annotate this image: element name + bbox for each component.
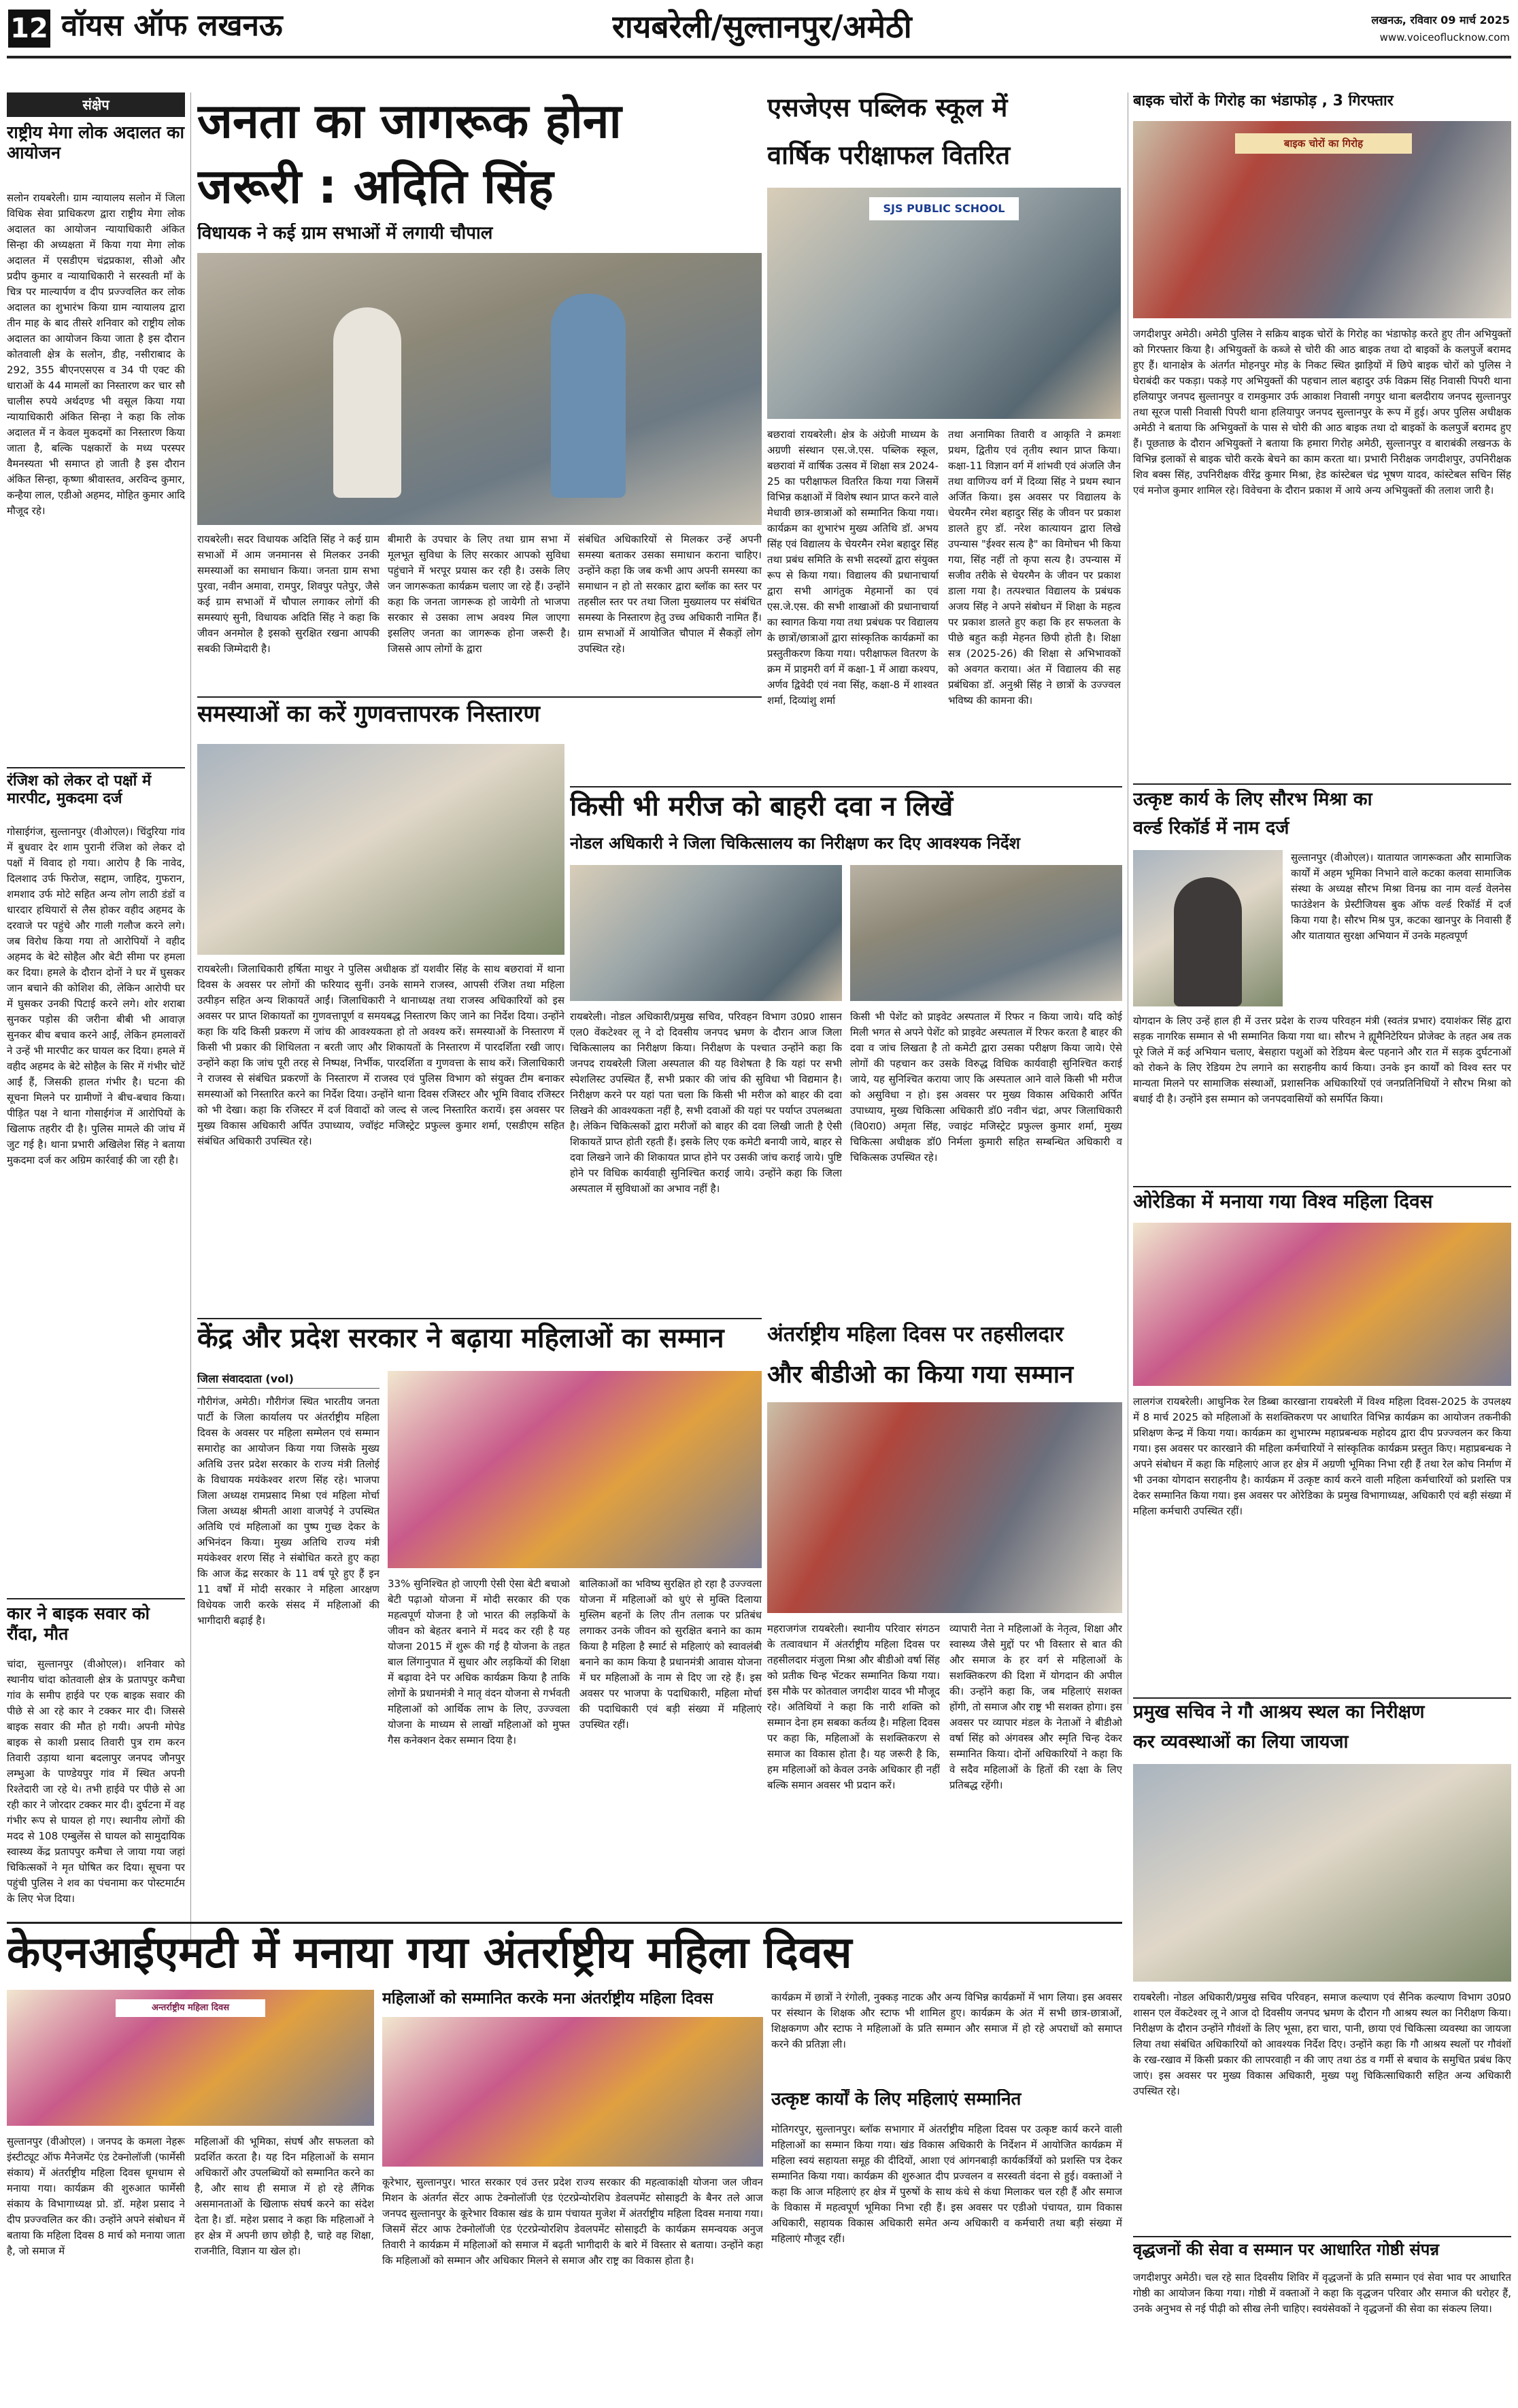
article-tehsil bbox=[767, 1322, 1122, 1915]
bike-headline: बाइक चोरों के गिरोह का भंडाफोड़ , 3 गिरफ्तार bbox=[1133, 92, 1394, 109]
saurabh-col-1: सुल्तानपुर (वीओएल)। यातायात जागरूकता और सामाजिक कार्यों में अहम भूमिका निभाने वाले कटका कलवा सामाजिक संस्था के अध्यक्ष सौरभ मिश्रा विनम्र का नाम वर्ल्ड वेलनेस फाउंडेशन के प्रेस्टीजियस बुक ऑफ वर्ल्ड रिकॉर्ड में दर्ज किया गया है। सौरभ मिश्र पुत्र, कटका खानपुर के निवासी हैं और यातायात सुरक्षा अभियान में उनके महत्वपूर्ण bbox=[1291, 851, 1511, 942]
gau-headline-1: प्रमुख सचिव ने गौ आश्रय स्थल का निरीक्षण bbox=[1133, 1701, 1425, 1723]
region-title: रायबरेली/सुल्तानपुर/अमेठी bbox=[612, 8, 912, 45]
article-gau bbox=[1133, 1701, 1511, 2232]
bike-body: जगदीशपुर अमेठी। अमेठी पुलिस ने सक्रिय बाइक चोरों के गिरोह का भंडाफोड़ करते हुए तीन अभियुक्तों को गिरफ्तार किया है। अभियुक्तों के कब्जे से चोरी की आठ बाइक तथा दो बाइकों के कलपुर्जे बरामद हुए हैं। थानाक्षेत्र के अंतर्गत मोहनपुर मोड़ के निकट स्थित झाड़ियों में छिपे बाइक चोरों को पुलिस ने घेराबंदी कर पकड़ा। पकड़े गए अभियुक्तों की पहचान लाल बहादुर उर्फ विक्रम सिंह निवासी पिपरी थाना हलियापुर जनपद सुल्तानपुर व रामकुमार उर्फ आकाश निवासी नगपुर थाना बलदीराय जनपद सुल्तानपुर तथा सूरज पासी निवासी पिपरी थाना हलियापुर जनपद सुल्तानपुर के रूप में हुई। अपर पुलिस अधीक्षक अमेठी ने बताया कि अभियुक्तों के पास से चोरी की आठ बाइक तथा दो बाइकों के कलपुर्जे बरामद हुए हैं। पूछताछ के दौरान अभियुक्तों ने बताया कि हमारा गिरोह अमेठी, सुल्तानपुर व बाराबंकी लखनऊ के विभिन्न इलाकों से बाइक चोरी करके बेचने का काम करता था। प्रभारी निरीक्षक जगदीशपुर, उपनिरीक्षक शिव बक्स सिंह, उपनिरीक्षक वीरेंद्र कुमार मिश्रा, हेड कांस्टेबल चंद्र भूषण यादव, कांस्टेबल सचिन सिंह एवं मनोज कुमार शामिल रहे। विवेचना के दौरान प्रकाश में आये अन्य अभियुक्तों की तलाश जारी है। bbox=[1133, 328, 1511, 496]
knit-banner bbox=[116, 1999, 265, 2017]
brief-headline-3: कार ने बाइक सवार को रौंदा, मौत bbox=[7, 1604, 150, 1644]
hospital-headline: किसी भी मरीज को बाहरी दवा न लिखें bbox=[570, 791, 954, 822]
issue-date: लखनऊ, रविवार 09 मार्च 2025 bbox=[1371, 14, 1510, 27]
brief-label-text: संक्षेप bbox=[82, 97, 109, 113]
hospital-col-2: किसी भी पेशेंट को प्राइवेट अस्पताल में रिफर न किया जाये। यदि कोई मिली भगत से अपने पेशेंट को प्राइवेट अस्पताल में रिफर करता है बाहर की दवा व जांच लिखता है तो कमेटी द्वारा उसका परीक्षण किया जाये। ऐसे लोगों की पहचान कर उसके विरुद्ध विधिक कार्यवाही सुनिश्चित कराई जाये, यह सुनिश्चित कराया जाए कि अस्पताल आने वाले किसी भी मरीज को असुविधा न हो। इस अवसर पर मुख्य विकास अधिकारी अर्पित उपाध्याय, मुख्य चिकित्सा अधिकारी डॉ0 नवीन चंद्रा, अपर जिलाधिकारी (वि0रा0) अमृता सिंह, ज्वाइंट मजिस्ट्रेट प्रफुल्ल कुमार शर्मा, मुख्य चिकित्सा अधीक्षक डॉ0 निर्मला कुमारी सहित सम्बन्धित अधिकारी व चिकित्सक उपस्थित रहे। bbox=[850, 1011, 1122, 1164]
column-rule bbox=[190, 92, 191, 1949]
section-divider bbox=[1133, 783, 1511, 785]
section-divider bbox=[197, 696, 762, 698]
tehsil-headline-2: और बीडीओ का किया गया सम्मान bbox=[767, 1361, 1074, 1389]
knit-col-1: सुल्तानपुर (वीओएल) । जनपद के कमला नेहरू इंस्टीट्यूट ऑफ मैनेजमेंट एंड टेक्नोलॉजी (फार्मेसी संकाय) में अंतर्राष्ट्रीय महिला दिवस धूमधाम से मनाया गया। कार्यक्रम की शुरुआत फार्मेसी संकाय के विभागाध्यक्ष प्रो. डॉ. महेश प्रसाद ने दीप प्रज्ज्वलित कर की। उन्होंने अपने संबोधन में बताया कि महिला दिवस 8 मार्च को मनाया जाता है, जो समाज में bbox=[7, 2135, 185, 2257]
oredika-photo bbox=[1133, 1223, 1511, 1386]
page-number: 12 bbox=[10, 13, 48, 44]
sjs-headline-2: वार्षिक परीक्षाफल वितरित bbox=[767, 140, 1011, 170]
aditi-photo bbox=[197, 253, 762, 525]
aditi-headline-2: जरूरी : अदिति सिंह bbox=[197, 158, 554, 214]
article-aditi bbox=[197, 92, 762, 691]
article-bike bbox=[1133, 92, 1511, 779]
knit-banner-text: अन्तर्राष्ट्रीय महिला दिवस bbox=[151, 2003, 230, 2013]
aditi-col-2: बीमारी के उपचार के लिए तथा ग्राम सभा में मूलभूत सुविधा के लिए सरकार आपको सुविधा पहुंचाने में भरपूर प्रयास कर रही है। उसके लिए जन जागरूकता कार्यक्रम चलाए जा रहे हैं। उन्होंने कहा कि जनता जागरूक हो जायेगी तो भाजपा सरकार से उसका लाभ अवश्य मिल जाएगा इसलिए जनता का जागरूक होना जरूरी है। जिससे आप लोगों के द्वारा bbox=[388, 533, 570, 655]
mahila-samman-photo bbox=[382, 2017, 763, 2167]
sjs-photo bbox=[767, 188, 1121, 419]
website: www.voiceoflucknow.com bbox=[1379, 31, 1510, 44]
aditi-headline-1: जनता का जागरूक होना bbox=[197, 93, 622, 149]
tehsil-col-1: महराजगंज रायबरेली। स्थानीय परिवार संगठन के तत्वावधान में अंतर्राष्ट्रीय महिला दिवस पर तहसीलदार मंजुला मिश्रा और बीडीओ वर्षा सिंह को प्रतीक चिन्ह भेंटकर सम्मानित किया गया। इस मौके पर कोतवाल जगदीश यादव भी मौजूद रहे। अतिथियों ने कहा कि नारी शक्ति को सम्मान देना हम सबका कर्तव्य है। महिला दिवस पर कहा कि, महिलाओं के सशक्तिकरण से समाज का विकास होता है। यह जरूरी है कि, हम महिलाओं को केवल उनके अधिकार ही नहीं बल्कि समान अवसर भी प्रदान करें। bbox=[767, 1623, 940, 1791]
samasya-body: रायबरेली। जिलाधिकारी हर्षिता माथुर ने पुलिस अधीक्षक डॉ यशवीर सिंह के साथ बछरावां में थाना दिवस के अवसर पर लोगों की फरियाद सुनीं। उनके सामने राजस्व, आपसी रंजिश तथा महिला उत्पीड़न सहित अन्य शिकायतें आईं। जिलाधिकारी ने थानाध्यक्ष तथा राजस्व अधिकारियों को इस अवसर पर प्राप्त शिकायतों का गुणवत्तापूर्ण व समयबद्ध निस्तारण किए जाने का निर्देश दिया। उन्होंने कहा कि यदि किसी प्रकरण में जांच की आवश्यकता हो तो अवश्य करें। समस्याओं के निस्तारण में किसी भी प्रकार की शिथिलता न बरती जाए और शिकायतों के निस्तारण में पारदर्शिता रखी जाए। उन्होंने कहा कि जांच पूरी तरह से निष्पक्ष, निर्भीक, पारदर्शिता व गुणवत्ता के साथ करें। जिलाधिकारी ने राजस्व से संबंधित प्रकरणों के निस्तारण में राजस्व एवं पुलिस विभाग को संयुक्त टीम बनाकर समस्याओं को निस्तारित करने का निर्देश दिया। उन्होंने थाना दिवस रजिस्टर और भूमि विवाद रजिस्टर को भी देखा। कहा कि रजिस्टर में दर्ज विवादों को जल्द से जल्द निस्तारित करायें। इस अवसर पर मुख्य विकास अधिकारी अर्पित उपाध्याय, ज्वॉइंट मजिस्ट्रेट प्रफुल्ल कुमार शर्मा, एसडीएम सहित संबंधित अधिकारी उपस्थित रहे। bbox=[197, 963, 564, 1147]
kendra-col-3: बालिकाओं का भविष्य सुरक्षित हो रहा है उज्ज्वला योजना में महिलाओं को धुएं से मुक्ति दिलाया मुस्लिम बहनों के लिए तीन तलाक पर प्रतिबंध लगाकर उनके जीवन को सुरक्षित बनाने का काम किया है महिला है स्मार्ट से महिलाएं को स्वावलंबी बनाने का काम किया है प्रधानमंत्री आवास योजना में घर महिलाओं के नाम से दिए जा रहे हैं। इस अवसर पर भाजपा के पदाधिकारी, महिला मोर्चा की पदाधिकारी एवं बड़ी संख्या में महिलाएं उपस्थित रहीं। bbox=[579, 1578, 762, 1731]
police-banner-text: बाइक चोरों का गिरोह bbox=[1283, 137, 1364, 150]
sjs-col-1: बछरावां रायबरेली। क्षेत्र के अंग्रेजी माध्यम के अग्रणी संस्थान एस.जे.एस. पब्लिक स्कूल, बछरावां में वार्षिक उत्सव में शिक्षा सत्र 2024-25 का परीक्षाफल वितरित किया गया जिसमें विभिन्न कक्षाओं में विशेष स्थान प्राप्त करने वाले मेधावी छात्र-छात्राओं को सम्मानित किया गया। कार्यक्रम का शुभारंभ मुख्य अतिथि डॉ. अभय सिंह एवं विद्यालय के चेयरमैन रमेश बहादुर सिंह तथा प्रबंध समिति के सभी सदस्यों द्वारा संयुक्त रूप से किया गया। विद्यालय की प्रधानाचार्या द्वारा सभी आगंतुक मेहमानों का एवं एस.जे.एस. की सभी शाखाओं की प्रधानाचार्या का स्वागत किया गया तथा प्रबंधक पर विद्यालय के छात्रों/छात्राओं द्वारा सांस्कृतिक कार्यक्रमों का प्रस्तुतीकरण किया गया। परीक्षाफल वितरण के क्रम में प्राइमरी वर्ग में कक्षा-1 में आद्या कश्यप, अर्णव द्विवेदी एवं नवा सिंह, कक्षा-8 में शाश्वत शर्मा, दिव्यांशु शर्मा bbox=[767, 428, 939, 707]
section-divider bbox=[570, 786, 1122, 787]
saurabh-headline-2: वर्ल्ड रिकॉर्ड में नाम दर्ज bbox=[1133, 817, 1289, 838]
sjs-headline-1: एसजेएस पब्लिक स्कूल में bbox=[767, 92, 1008, 122]
brief-headline-1: राष्ट्रीय मेगा लोक अदालत का आयोजन bbox=[7, 122, 184, 163]
section-divider bbox=[1133, 1697, 1511, 1699]
brief-label bbox=[7, 92, 185, 117]
kendra-col-2: 33% सुनिश्चित हो जाएगी ऐसी ऐसा बेटी बचाओ बेटी पढ़ाओ योजना में मोदी सरकार की एक महत्वपूर्ण योजना है जो भारत की लड़कियों के जीवन को बेहतर बनाने में मदद कर रही है यह योजना 2015 में शुरू की गई है योजना के तहत बाल लिंगानुपात में सुधार और लड़कियों की शिक्षा में बढ़ावा देने पर अधिक कार्यक्रम किया है ताकि लोगों के प्रधानमंत्री ने मातृ वंदन योजना से गर्भवती महिलाओं को आर्थिक लाभ के लिए, उज्ज्वला योजना के माध्यम से लाखों महिलाओं को मुफ्त गैस कनेक्शन देकर सम्मान दिया है। bbox=[388, 1578, 570, 1746]
masthead bbox=[0, 0, 1518, 57]
utkrisht-body: मोतिगरपुर, सुल्तानपुर। ब्लॉक सभागार में अंतर्राष्ट्रीय महिला दिवस पर उत्कृष्ट कार्य करने वाली महिलाओं का सम्मान किया गया। खंड विकास अधिकारी के निर्देशन में आयोजित कार्यक्रम में महिला स्वयं सहायता समूह की दीदियों, आशा एवं आंगनबाड़ी कार्यकर्त्रियों को प्रशस्ति पत्र देकर सम्मानित किया गया। कार्यक्रम की शुरुआत दीप प्रज्वलन व सरस्वती वंदना से हुई। वक्ताओं ने कहा कि आज महिलाएं हर क्षेत्र में पुरुषों के साथ कंधे से कंधा मिलाकर चल रही हैं और समाज के विकास में महत्वपूर्ण भूमिका निभा रही हैं। इस अवसर पर एडीओ पंचायत, ग्राम विकास अधिकारी, सहायक विकास अधिकारी समेत अन्य अधिकारी व कर्मचारी तथा बड़ी संख्या में महिलाएं मौजूद रहीं। bbox=[771, 2123, 1122, 2245]
oredika-headline: ओरेडिका में मनाया गया विश्व महिला दिवस bbox=[1133, 1190, 1433, 1213]
tehsil-col-2: व्यापारी नेता ने महिलाओं के नेतृत्व, शिक्षा और स्वास्थ्य जैसे मुद्दों पर भी विस्तार से बात की और समाज के हर वर्ग से महिलाओं के सशक्तिकरण की दिशा में योगदान की अपील की। उन्होंने कहा कि, जब महिलाएं सशक्त होंगी, तो समाज और राष्ट्र भी सशक्त होगा। इस अवसर पर व्यापार मंडल के नेताओं ने बीडीओ वर्षा सिंह को अंगवस्त्र और स्मृति चिन्ह देकर सम्मानित किया। दोनों अधिकारियों ने कहा कि वे सदैव महिलाओं के हितों की रक्षा के लिए प्रतिबद्ध रहेंगी। bbox=[949, 1623, 1122, 1791]
article-kendra bbox=[197, 1322, 762, 1915]
utkrisht-headline: उत्कृष्ट कार्यों के लिए महिलाएं सम्मानित bbox=[771, 2089, 1022, 2109]
mahila-samman-continued: कार्यक्रम में छात्रों ने रंगोली, नुक्कड़ नाटक और अन्य विभिन्न कार्यक्रमों में भाग लिया। इस अवसर पर संस्थान के शिक्षक और स्टाफ भी शामिल हुए। कार्यक्रम के अंत में सभी छात्र-छात्राओं, शिक्षकगण और स्टाफ ने महिलाओं के प्रति सम्मान और समाज में हो रहे अपराधों को समाप्त करने की प्रतिज्ञा ली। bbox=[771, 1991, 1122, 2050]
article-mahila-samman bbox=[382, 1990, 763, 2402]
hospital-photo-2 bbox=[850, 865, 1122, 1001]
knit-col-2: महिलाओं की भूमिका, संघर्ष और सफलता को प्रदर्शित करता है। यह दिन महिलाओं के समान अधिकारों और उपलब्धियों को सम्मानित करने का है, और साथ ही समाज में हो रहे लैंगिक असमानताओं के खिलाफ संघर्ष करने का संदेश देता है। डॉ. महेश प्रसाद ने कहा कि महिलाओं ने हर क्षेत्र में अपनी छाप छोड़ी है, चाहे वह शिक्षा, राजनीति, विज्ञान या खेल हो। bbox=[195, 2135, 374, 2257]
brief-headline-2: रंजिश को लेकर दो पक्षों में मारपीट, मुकदमा दर्ज bbox=[7, 773, 152, 808]
tehsil-photo bbox=[767, 1402, 1122, 1613]
tehsil-headline-1: अंतर्राष्ट्रीय महिला दिवस पर तहसीलदार bbox=[767, 1322, 1064, 1346]
oredika-body: लालगंज रायबरेली। आधुनिक रेल डिब्बा कारखाना रायबरेली में विश्व महिला दिवस-2025 के उपलक्ष्य में 8 मार्च 2025 को महिलाओं के सशक्तिकरण पर आधारित विभिन्न कार्यक्रम का आयोजन तकनीकी प्रशिक्षण केन्द्र में किया गया। कार्यक्रम का शुभारम्भ महाप्रबन्धक महोदय द्वारा दीप प्रज्ज्वलन कर किया गया। इस अवसर पर कारखाने की महिला कर्मचारियों ने सांस्कृतिक कार्यक्रम प्रस्तुत किए। महाप्रबन्धक ने अपने संबोधन में कहा कि महिलाएं आज हर क्षेत्र में अग्रणी भूमिका निभा रही हैं तथा रेल कोच निर्माण में भी उनका योगदान सराहनीय है। कार्यक्रम में उत्कृष्ट कार्य करने वाली महिला कर्मचारियों को प्रशस्ति पत्र देकर सम्मानित किया गया। इस अवसर पर ओरेडिका के प्रमुख विभागाध्यक्ष, अधिकारी एवं बड़ी संख्या में महिला कर्मचारी उपस्थित रहीं। bbox=[1133, 1395, 1511, 1517]
mahila-samman-headline: महिलाओं को सम्मानित करके मना अंतर्राष्ट्रीय महिला दिवस bbox=[382, 1990, 713, 2007]
person-figure-icon bbox=[333, 307, 401, 498]
kendra-byline: जिला संवाददाता (vol) bbox=[197, 1371, 380, 1389]
aditi-col-3: संबंधित अधिकारियों से मिलकर उन्हें अपनी समस्या बताकर उसका समाधान कराना चाहिए। उन्होंने कहा कि जब कभी आप अपनी समस्या का समाधान न हो तो सरकार द्वारा ब्लॉक का स्तर पर तहसील स्तर पर तथा जिला मुख्यालय पर संबंधित समस्या के निस्तारण हेतु उच्च अधिकारी नामित हैं। ग्राम सभाओं में आयोजित चौपाल में सैकड़ों लोग उपस्थित रहे। bbox=[578, 533, 762, 655]
brief-body-2: गोसाईगंज, सुल्तानपुर (वीओएल)। चिंदुरिया गांव में बुधवार देर शाम पुरानी रंजिश को लेकर दो पक्षों में विवाद हो गया। आरोप है कि नावेद, दिलशाद उर्फ फिरोज, सद्दाम, जाहिद, गुफरान, शमशाद उर्फ मोटे सहित अन्य लोग लाठी डंडों व धारदार हथियारों से लैस होकर वहीद अहमद के दरवाजे पर पहुंचे और गाली गलौज करने लगे। जब विरोध किया गया तो आरोपियों ने वहीद अहमद के बेटे सोहैल और बेटी सीमा पर हमला कर दिया। हमले के दौरान दोनों ने घर में घुसकर जान बचाने की कोशिश की, लेकिन आरोपी घर में घुसकर उनकी पिटाई करने लगे। शोर शराबा सुनकर पड़ोस की जरीना बीबी भी आवाज़ सुनकर बीच बचाव करने आईं, लेकिन हमलावरों ने उन्हें भी मारपीट कर घायल कर दिया। हमले में वहीद अहमद के बेटे सोहैल के सिर में गंभीर चोटें आईं हैं, जिसकी हालत गंभीर है। घटना की सूचना मिलने पर ग्रामीणों ने बीच-बचाव किया। पीड़ित पक्ष ने थाना गोसाईगंज में आरोपियों के खिलाफ तहरीर दी है। पुलिस मामले की जांच में जुट गई है। थाना प्रभारी अखिलेश सिंह ने बताया मुकदमा दर्ज कर अग्रिम कार्रवाई की जा रही है। bbox=[7, 826, 185, 1166]
brief-body-1: सलोन रायबरेली। ग्राम न्यायालय सलोन में जिला विधिक सेवा प्राधिकरण द्वारा राष्ट्रीय मेगा लोक अदालत का आयोजन न्यायाधिकारी अंकित सिन्हा की अध्यक्षता में किया गया मेगा लोक अदालत में एसडीएम चंद्रप्रकाश, सीओ और प्रदीप कुमार व न्यायाधिकारी ने सरस्वती माँ के चित्र पर माल्यार्पण व दीप प्रज्ज्वलित कर लोक अदालत का शुभारंभ किया ग्राम न्यायालय द्वारा तीन माह के बाद तीसरे शनिवार को राष्ट्रीय लोक अदालत का आयोजन किया जाता है इस दौरान कोतवाली क्षेत्र के सलोन, डीह, नसीराबाद के 292, 355 बीएनएसएस व 34 पी एक्ट की धाराओं के 44 मामलों का निस्तारण कर चार सौ चालीस रुपये अर्थदण्ड भी वसूल किया गया न्यायाधिकारी अंकित सिन्हा ने कहा कि लोक अदालत में न केवल मुकदमों का निस्तारण किया जाता है, बल्कि पक्षकारों के मध्य परस्पर वैमनस्यता भी समाप्त हो जाती है इस दौरान अंकित सिन्हा, कृष्णा श्रीवास्तव, अरविन्द कुमार, कन्हैया लाल, एडीओ अहमद, मोहित कुमार आदि मौजूद रहे। bbox=[7, 192, 185, 517]
page-number-box bbox=[8, 10, 50, 48]
person-figure-icon bbox=[1174, 877, 1242, 1006]
article-oredika bbox=[1133, 1190, 1511, 1693]
aditi-col-1: रायबरेली। सदर विधायक अदिति सिंह ने कई ग्राम सभाओं में आम जनमानस से मिलकर उनकी समस्याओं का समाधान किया। जनता ग्राम सभा पुरवा, नवीन अमावा, रामपुर, शिवपुर पतेपुर, जैसे कई ग्राम सभाओं में चौपाल लगाकर लोगों की समस्याएं सुनी, विधायक अदिति सिंह ने कहा कि जीवन अनमोल है इसको सुरक्षित रखना आपकी सबकी जिम्मेदारी है। bbox=[197, 533, 380, 655]
hospital-photo-1 bbox=[570, 865, 842, 1001]
paper-name: वॉयस ऑफ लखनऊ bbox=[61, 8, 283, 43]
article-samasya bbox=[197, 700, 564, 1312]
person-figure-icon bbox=[551, 294, 626, 498]
hospital-subhead: नोडल अधिकारी ने जिला चिकित्सालय का निरीक्षण कर दिए आवश्यक निर्देश bbox=[570, 834, 1020, 853]
knit-headline: केएनआईएमटी में मनाया गया अंतर्राष्ट्रीय महिला दिवस bbox=[7, 1928, 852, 1978]
brief-divider-2 bbox=[7, 1598, 185, 1599]
vriddh-headline: वृद्धजनों की सेवा व सम्मान पर आधारित गोष्ठी संपन्न bbox=[1133, 2240, 1440, 2259]
knit-photo bbox=[7, 1990, 374, 2126]
brief-body-3: चांदा, सुल्तानपुर (वीओएल)। शनिवार को स्थानीय चांदा कोतवाली क्षेत्र के प्रतापपुर कमैचा गांव के समीप हाईवे पर एक बाइक सवार की पीछे से आ रहे कार ने टक्कर मार दी। जिससे बाइक सवार की मौत हो गयी। अपनी मोपेड बाइक से काशी प्रसाद तिवारी पुत्र राम करन तिवारी उड़ाया थाना बदलापुर जनपद जौनपुर लम्भुआ के पाण्डेयपुर गांव में स्थित अपनी रिश्तेदारी जा रहे थे। तभी हाईवे पर पीछे से आ रही कार ने जोरदार टक्कर मार दी। दुर्घटना में वह गंभीर रूप से घायल हो गए। स्थानीय लोगों की मदद से 108 एम्बुलेंस से घायल को सामुदायिक स्वास्थ्य केंद्र प्रतापपुर कमैचा ले जाया गया जहां चिकित्सकों ने मृत घोषित कर दिया। सूचना पर पहुंची पुलिस ने शव का पंचनामा कर पोस्टमार्टम के लिए भेज दिया। bbox=[7, 1658, 185, 1905]
kendra-headline: केंद्र और प्रदेश सरकार ने बढ़ाया महिलाओं का सम्मान bbox=[197, 1323, 724, 1354]
samasya-headline: समस्याओं का करें गुणवत्तापरक निस्तारण bbox=[197, 700, 540, 728]
section-divider bbox=[7, 1922, 1122, 1924]
saurabh-col-2: योगदान के लिए उन्हें हाल ही में उत्तर प्रदेश के राज्य परिवहन मंत्री (स्वतंत्र प्रभार) दयाशंकर सिंह द्वारा सड़क नागरिक सम्मान से भी सम्मानित किया गया था। सौरभ ने ह्यूमैनिटेरियन प्रोजेक्ट के तहत अब तक पूरे जिले में कई अभियान चलाए, बेसहारा पशुओं को रेडियम बेल्ट पहनाने और रात में सड़क दुर्घटनाओं को रोकने के लिए रेडियम टेप लगाने का सराहनीय कार्य किया। उनके इन कार्यों को विश्व स्तर पर मान्यता मिलने पर सामाजिक संस्थाओं, प्रशासनिक अधिकारियों एवं जनप्रतिनिधियों ने सौरभ मिश्रा को बधाई दी है। उन्होंने इस सम्मान को जनपदवासियों को समर्पित किया। bbox=[1133, 1015, 1511, 1105]
kendra-photo bbox=[388, 1371, 762, 1568]
article-hospital bbox=[570, 790, 1122, 1314]
section-divider bbox=[1133, 2236, 1511, 2237]
section-divider bbox=[197, 1318, 762, 1319]
school-banner-text: SJS PUBLIC SCHOOL bbox=[883, 202, 1005, 215]
aditi-subhead: विधायक ने कई ग्राम सभाओं में लगायी चौपाल bbox=[197, 223, 493, 243]
kendra-col-1: गौरीगंज, अमेठी। गौरीगंज स्थित भारतीय जनता पार्टी के जिला कार्यालय पर अंतर्राष्ट्रीय महिला दिवस के अवसर पर महिला सम्मेलन एवं सम्मान समारोह का आयोजन किया गया जिसके मुख्य अतिथि उत्तर प्रदेश सरकार के राज्य मंत्री तिलोई के विधायक मयंकेश्वर शरण सिंह रहे। भाजपा जिला अध्यक्ष रामप्रसाद मिश्रा एवं महिला मोर्चा जिला अध्यक्ष श्रीमती आशा वाजपेई ने उपस्थित अतिथि एवं महिलाओं का पुष्प गुच्छ देकर के अभिनंदन किया। मुख्य अतिथि राज्य मंत्री मयंकेश्वर शरण सिंह ने संबोधित करते हुए कहा कि आज केंद्र सरकार के 11 वर्ष पूरे हुए हैं इन 11 वर्षों में मोदी सरकार ने महिला आरक्षण विधेयक जारी करके संसद में महिलाओं की भागीदारी बढ़ाई है। bbox=[197, 1395, 380, 1627]
gau-body: रायबरेली। नोडल अधिकारी/प्रमुख सचिव परिवहन, समाज कल्याण एवं सैनिक कल्याण विभाग उ0प्र0 शासन एल वेंकटेश्वर लू ने आज दो दिवसीय जनपद भ्रमण के दौरान गौ आश्रय स्थल का निरीक्षण किया। निरीक्षण के दौरान उन्होंने गौवंशों के लिए भूसा, हरा चारा, पानी, छाया एवं चिकित्सा व्यवस्था का जायजा लिया तथा संबंधित अधिकारियों को आवश्यक निर्देश दिए। उन्होंने कहा कि गौ आश्रय स्थलों पर गौवंशों के रख-रखाव में किसी प्रकार की लापरवाही न की जाए तथा ठंड व गर्मी से बचाव के समुचित प्रबंध किए जाएं। इस अवसर पर मुख्य विकास अधिकारी, मुख्य पशु चिकित्साधिकारी सहित अन्य अधिकारी उपस्थित रहे। bbox=[1133, 1991, 1511, 2097]
mahila-samman-body: कूरेभार, सुल्तानपुर। भारत सरकार एवं उत्तर प्रदेश राज्य सरकार की महत्वाकांक्षी योजना जल जीवन मिशन के अंतर्गत सेंटर आफ टेक्नोलॉजी एंड एंटरप्रेन्योरशिप डेवलपमेंट सोसाइटी के बैनर तले आज जनपद सुल्तानपुर के कूरेभार विकास खंड के ग्राम पंचायत मुजेश में अंतर्राष्ट्रीय महिला दिवस मनाया गया। जिसमें सेंटर आफ टेक्नोलॉजी एंड एंटरप्रेन्योरशिप डेवलपमेंट सोसाइटी के कार्यक्रम समन्वयक अनुज तिवारी ने कार्यक्रम में महिलाओं को समाज में बढ़ती भागीदारी के बारे में विस्तार से बताया। उन्होंने कहा कि महिलाओं को सम्मान और अधिकार मिलने से समाज और राष्ट्र का विकास होता है। bbox=[382, 2176, 763, 2267]
samasya-photo bbox=[197, 744, 564, 955]
bike-photo bbox=[1133, 121, 1511, 318]
gau-photo bbox=[1133, 1764, 1511, 1982]
article-knit bbox=[7, 1990, 374, 2402]
school-banner bbox=[869, 197, 1019, 220]
section-divider bbox=[1133, 1186, 1511, 1187]
gau-headline-2: कर व्यवस्थाओं का लिया जायजा bbox=[1133, 1731, 1349, 1752]
police-banner bbox=[1235, 133, 1412, 154]
article-utkrisht bbox=[771, 1990, 1122, 2402]
saurabh-photo bbox=[1133, 850, 1283, 1006]
hospital-col-1: रायबरेली। नोडल अधिकारी/प्रमुख सचिव, परिवहन विभाग उ0प्र0 शासन एल0 वेंकटेश्वर लू ने दो दिवसीय जनपद भ्रमण के दौरान आज जिला चिकित्सालय का निरीक्षण किया। निरीक्षण के पश्चात उन्होंने कहा कि जनपद रायबरेली जिला अस्पताल की यह विशेषता है कि यहां पर सभी स्पेशलिस्ट उपस्थित हैं, सभी प्रकार की जांच की सुविधा भी विद्यमान है। निरीक्षण करने पर यहां पता चला कि किसी भी मरीज को बाहर की दवा लिखने की आवश्यकता नहीं है, सभी दवाओं की यहां पर पर्याप्त उपलब्धता है। लेकिन चिकित्सकों द्वारा मरीजों को बाहर की दवा लिखी जाती है ऐसी शिकायतें प्राप्त होती रहती हैं। इसके लिए एक कमेटी बनायी जाये, बाहर से दवा लिखने जाने की शिकायत प्राप्त होने पर उसकी जांच कराई जाये। पुष्टि होने पर विधिक कार्यवाही सुनिश्चित कराई जाये। उन्होंने कहा कि जिला अस्पताल में सुविधाओं का अभाव नहीं है। bbox=[570, 1011, 842, 1195]
brief-divider-1 bbox=[7, 767, 185, 768]
article-sjs bbox=[767, 92, 1121, 779]
vriddh-body: जगदीशपुर अमेठी। चल रहे सात दिवसीय शिविर में वृद्धजनों के प्रति सम्मान एवं सेवा भाव पर आधारित गोष्ठी का आयोजन किया गया। गोष्ठी में वक्ताओं ने कहा कि वृद्धजन परिवार और समाज की धरोहर हैं, उनके अनुभव से नई पीढ़ी को सीख लेनी चाहिए। स्वयंसेवकों ने वृद्धजनों की सेवा का संकल्प लिया। bbox=[1133, 2271, 1511, 2315]
saurabh-headline-1: उत्कृष्ट कार्य के लिए सौरभ मिश्रा का bbox=[1133, 789, 1372, 810]
masthead-rule bbox=[7, 56, 1511, 58]
article-saurabh bbox=[1133, 789, 1511, 1183]
sjs-col-2: तथा अनामिका तिवारी व आकृति ने क्रमशः प्रथम, द्वितीय एवं तृतीय स्थान प्राप्त किया। कक्षा-11 विज्ञान वर्ग में शांभवी एवं अंजलि जैन तथा वाणिज्य वर्ग में दिव्या सिंह ने प्रथम स्थान अर्जित किया। इस अवसर पर विद्यालय के चेयरमैन रमेश बहादुर सिंह के जीवन पर प्रकाश डालते हुए डॉ. नरेश कात्यायन द्वारा लिखे उपन्यास "ईश्वर सत्य है" का विमोचन भी किया गया, सिंह नहीं तो कृपा सत्य है। उपन्यास में सजीव तरीके से चेयरमैन के जीवन पर प्रकाश डाला गया है। तत्पश्चात विद्यालय के प्रबंधक अजय सिंह ने अपने संबोधन में शिक्षा के महत्व पर प्रकाश डालते हुए कहा कि हर सफलता के पीछे बहुत कड़ी मेहनत छिपी होती है। शिक्षा सत्र (2025-26) की शिक्षा से अभिभावकों को अवगत कराया। अंत में विद्यालय की सह प्रबंधिका डॉ. अनुश्री सिंह ने छात्रों के उज्ज्वल भविष्य की कामना की। bbox=[948, 428, 1121, 707]
article-vriddh bbox=[1133, 2240, 1511, 2402]
brief-column bbox=[7, 92, 185, 1976]
